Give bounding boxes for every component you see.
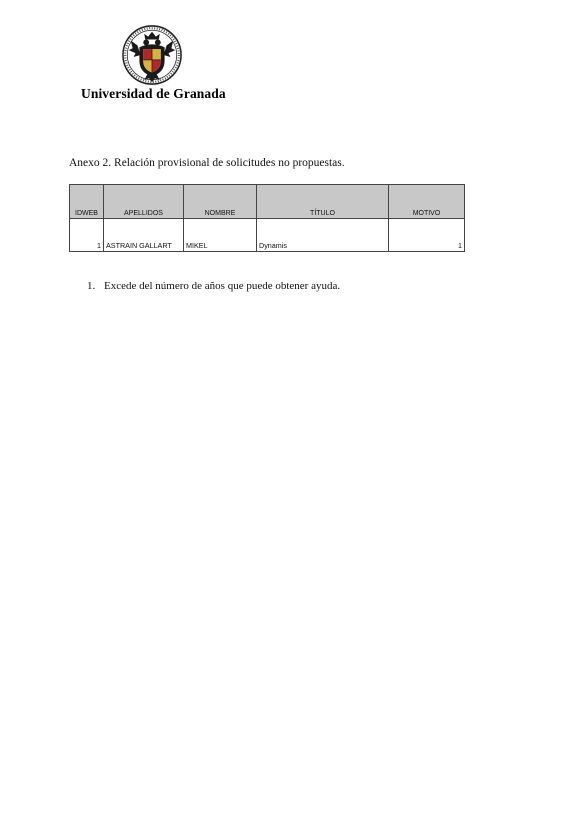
column-header-motivo: MOTIVO: [389, 185, 465, 219]
table-header-row: [70, 185, 465, 219]
column-header-titulo: TÍTULO: [257, 185, 389, 219]
annex-title: Anexo 2. Relación provisional de solicitudes no propuestas.: [69, 157, 345, 169]
requests-table: [69, 184, 465, 252]
cell-titulo: Dynamis: [257, 219, 389, 252]
university-seal-icon: [121, 24, 183, 86]
cell-motivo: 1: [389, 219, 465, 252]
column-header-idweb: IDWEB: [70, 185, 104, 219]
motives-list: [87, 280, 340, 292]
cell-idweb: 1: [70, 219, 104, 252]
cell-nombre: MIKEL: [184, 219, 257, 252]
list-item-marker: 1.: [87, 280, 96, 292]
institution-name: Universidad de Granada: [81, 86, 226, 101]
table-row: [70, 219, 465, 252]
column-header-nombre: NOMBRE: [184, 185, 257, 219]
list-item: [87, 280, 340, 292]
list-item-text: Excede del número de años que puede obtener ayuda.: [104, 280, 341, 292]
column-header-apellidos: APELLIDOS: [104, 185, 184, 219]
cell-apellidos: ASTRAIN GALLART: [104, 219, 184, 252]
